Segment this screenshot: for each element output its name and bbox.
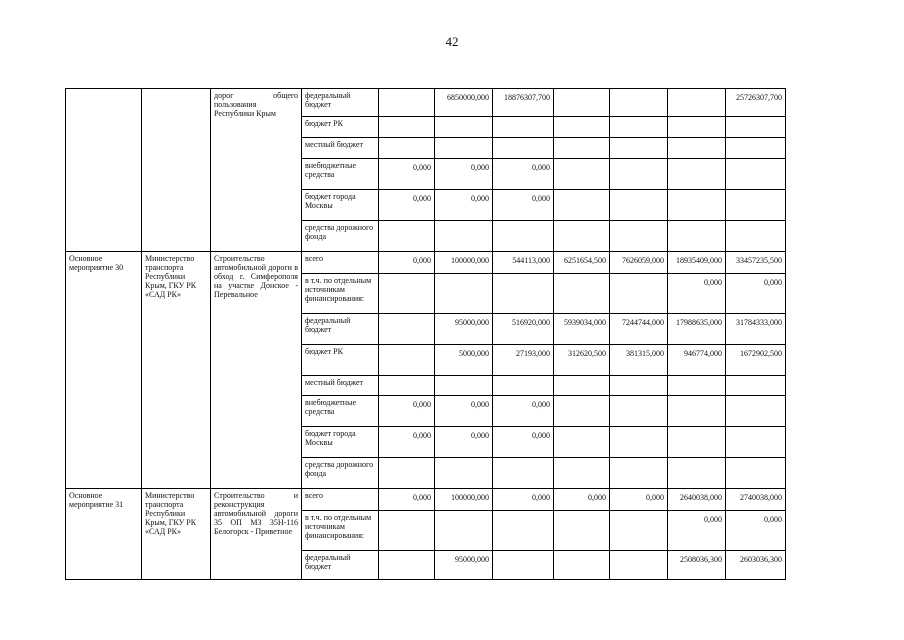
executor-cell: Министерство транспорта Республики Крым, ГКУ РК «САД РК» — [142, 489, 211, 580]
amount-cell: 0,000 — [554, 489, 610, 511]
amount-cell — [610, 376, 668, 396]
funding-source-cell: бюджет РК — [302, 117, 379, 138]
funding-source-cell: бюджет города Москвы — [302, 427, 379, 458]
amount-cell — [554, 376, 610, 396]
amount-cell: 0,000 — [379, 396, 435, 427]
amount-cell — [554, 511, 610, 551]
amount-cell — [379, 551, 435, 580]
funding-source-cell: в т.ч. по отдельным источникам финансирования: — [302, 274, 379, 314]
amount-cell: 0,000 — [493, 489, 554, 511]
amount-cell: 2740038,000 — [726, 489, 786, 511]
amount-cell: 0,000 — [435, 427, 493, 458]
amount-cell — [554, 551, 610, 580]
amount-cell — [610, 190, 668, 221]
amount-cell — [379, 458, 435, 489]
object-name-cell: дорог общего пользования Республики Крым — [211, 89, 302, 252]
amount-cell — [554, 458, 610, 489]
amount-cell — [610, 89, 668, 117]
funding-source-cell: местный бюджет — [302, 376, 379, 396]
amount-cell: 33457235,500 — [726, 252, 786, 274]
amount-cell — [493, 551, 554, 580]
amount-cell: 7244744,000 — [610, 314, 668, 345]
amount-cell: 544113,000 — [493, 252, 554, 274]
amount-cell — [726, 221, 786, 252]
amount-cell — [554, 274, 610, 314]
amount-cell — [610, 117, 668, 138]
funding-source-cell: всего — [302, 489, 379, 511]
amount-cell — [554, 159, 610, 190]
funding-source-cell: средства дорожного фонда — [302, 458, 379, 489]
amount-cell: 18935409,000 — [668, 252, 726, 274]
amount-cell: 516920,000 — [493, 314, 554, 345]
amount-cell — [668, 159, 726, 190]
amount-cell — [610, 138, 668, 159]
amount-cell — [379, 138, 435, 159]
executor-cell — [142, 89, 211, 252]
amount-cell: 0,000 — [668, 511, 726, 551]
funding-source-cell: бюджет РК — [302, 345, 379, 376]
amount-cell — [610, 274, 668, 314]
amount-cell — [435, 376, 493, 396]
amount-cell — [493, 221, 554, 252]
amount-cell — [610, 396, 668, 427]
amount-cell: 95000,000 — [435, 551, 493, 580]
funding-source-cell: бюджет города Москвы — [302, 190, 379, 221]
amount-cell: 0,000 — [493, 159, 554, 190]
funding-source-cell: средства дорожного фонда — [302, 221, 379, 252]
amount-cell: 0,000 — [379, 159, 435, 190]
amount-cell — [379, 511, 435, 551]
table-row — [66, 89, 786, 117]
amount-cell — [379, 89, 435, 117]
amount-cell: 6850000,000 — [435, 89, 493, 117]
table-row — [66, 252, 786, 274]
amount-cell — [610, 159, 668, 190]
funding-source-cell: внебюджетные средства — [302, 159, 379, 190]
object-name-cell: Строительство и реконструкция автомобильной дороги 35 ОП МЗ 35Н-116 Белогорск - Приветное — [211, 489, 302, 580]
amount-cell: 0,000 — [435, 159, 493, 190]
amount-cell — [726, 396, 786, 427]
funding-source-cell: федеральный бюджет — [302, 551, 379, 580]
financing-table — [65, 88, 786, 580]
event-cell: Основное мероприятие 30 — [66, 252, 142, 489]
amount-cell — [668, 138, 726, 159]
object-name-cell: Строительство автомобильной дороги в обход г. Симферополя на участке Донское - Перевальное — [211, 252, 302, 489]
amount-cell: 2603036,300 — [726, 551, 786, 580]
amount-cell: 312620,500 — [554, 345, 610, 376]
amount-cell — [554, 221, 610, 252]
amount-cell — [726, 190, 786, 221]
amount-cell — [668, 376, 726, 396]
amount-cell — [554, 396, 610, 427]
amount-cell: 5000,000 — [435, 345, 493, 376]
amount-cell — [435, 274, 493, 314]
amount-cell: 0,000 — [435, 190, 493, 221]
amount-cell — [610, 221, 668, 252]
amount-cell — [493, 458, 554, 489]
amount-cell — [554, 117, 610, 138]
amount-cell: 18876307,700 — [493, 89, 554, 117]
amount-cell — [668, 221, 726, 252]
amount-cell: 0,000 — [493, 190, 554, 221]
amount-cell — [379, 314, 435, 345]
amount-cell — [379, 345, 435, 376]
executor-cell: Министерство транспорта Республики Крым, ГКУ РК «САД РК» — [142, 252, 211, 489]
amount-cell — [435, 458, 493, 489]
amount-cell: 0,000 — [726, 511, 786, 551]
amount-cell: 0,000 — [379, 190, 435, 221]
amount-cell — [554, 427, 610, 458]
amount-cell: 100000,000 — [435, 489, 493, 511]
funding-source-cell: местный бюджет — [302, 138, 379, 159]
amount-cell: 2640038,000 — [668, 489, 726, 511]
amount-cell: 0,000 — [726, 274, 786, 314]
amount-cell: 6251654,500 — [554, 252, 610, 274]
amount-cell — [668, 117, 726, 138]
amount-cell: 100000,000 — [435, 252, 493, 274]
amount-cell — [554, 190, 610, 221]
amount-cell — [726, 138, 786, 159]
funding-source-cell: федеральный бюджет — [302, 314, 379, 345]
amount-cell: 0,000 — [610, 489, 668, 511]
amount-cell: 0,000 — [435, 396, 493, 427]
amount-cell: 1672902,500 — [726, 345, 786, 376]
amount-cell — [668, 89, 726, 117]
amount-cell: 5939034,000 — [554, 314, 610, 345]
amount-cell: 0,000 — [379, 252, 435, 274]
amount-cell: 25726307,700 — [726, 89, 786, 117]
amount-cell — [726, 159, 786, 190]
funding-source-cell: внебюджетные средства — [302, 396, 379, 427]
amount-cell: 0,000 — [668, 274, 726, 314]
amount-cell — [435, 221, 493, 252]
amount-cell — [668, 458, 726, 489]
amount-cell — [493, 511, 554, 551]
amount-cell — [435, 117, 493, 138]
amount-cell — [726, 376, 786, 396]
amount-cell: 0,000 — [379, 489, 435, 511]
amount-cell — [610, 458, 668, 489]
amount-cell: 31784333,000 — [726, 314, 786, 345]
table-row — [66, 489, 786, 511]
event-cell — [66, 89, 142, 252]
amount-cell — [726, 458, 786, 489]
amount-cell — [726, 117, 786, 138]
page-number: 42 — [445, 34, 459, 49]
amount-cell: 0,000 — [493, 396, 554, 427]
amount-cell: 95000,000 — [435, 314, 493, 345]
amount-cell — [493, 376, 554, 396]
amount-cell — [726, 427, 786, 458]
amount-cell — [379, 117, 435, 138]
amount-cell — [435, 138, 493, 159]
amount-cell — [668, 396, 726, 427]
amount-cell — [610, 551, 668, 580]
amount-cell — [668, 190, 726, 221]
amount-cell — [668, 427, 726, 458]
amount-cell — [554, 138, 610, 159]
funding-source-cell: в т.ч. по отдельным источникам финансирования: — [302, 511, 379, 551]
amount-cell — [379, 221, 435, 252]
amount-cell: 17988635,000 — [668, 314, 726, 345]
amount-cell: 7626059,000 — [610, 252, 668, 274]
amount-cell: 27193,000 — [493, 345, 554, 376]
amount-cell — [493, 274, 554, 314]
amount-cell: 0,000 — [493, 427, 554, 458]
amount-cell — [379, 376, 435, 396]
amount-cell — [554, 89, 610, 117]
event-cell: Основное мероприятие 31 — [66, 489, 142, 580]
amount-cell: 946774,000 — [668, 345, 726, 376]
amount-cell: 381315,000 — [610, 345, 668, 376]
funding-source-cell: всего — [302, 252, 379, 274]
amount-cell — [379, 274, 435, 314]
amount-cell — [610, 427, 668, 458]
amount-cell — [493, 138, 554, 159]
amount-cell — [435, 511, 493, 551]
amount-cell — [493, 117, 554, 138]
amount-cell: 0,000 — [379, 427, 435, 458]
amount-cell — [610, 511, 668, 551]
funding-source-cell: федеральный бюджет — [302, 89, 379, 117]
amount-cell: 2508036,300 — [668, 551, 726, 580]
